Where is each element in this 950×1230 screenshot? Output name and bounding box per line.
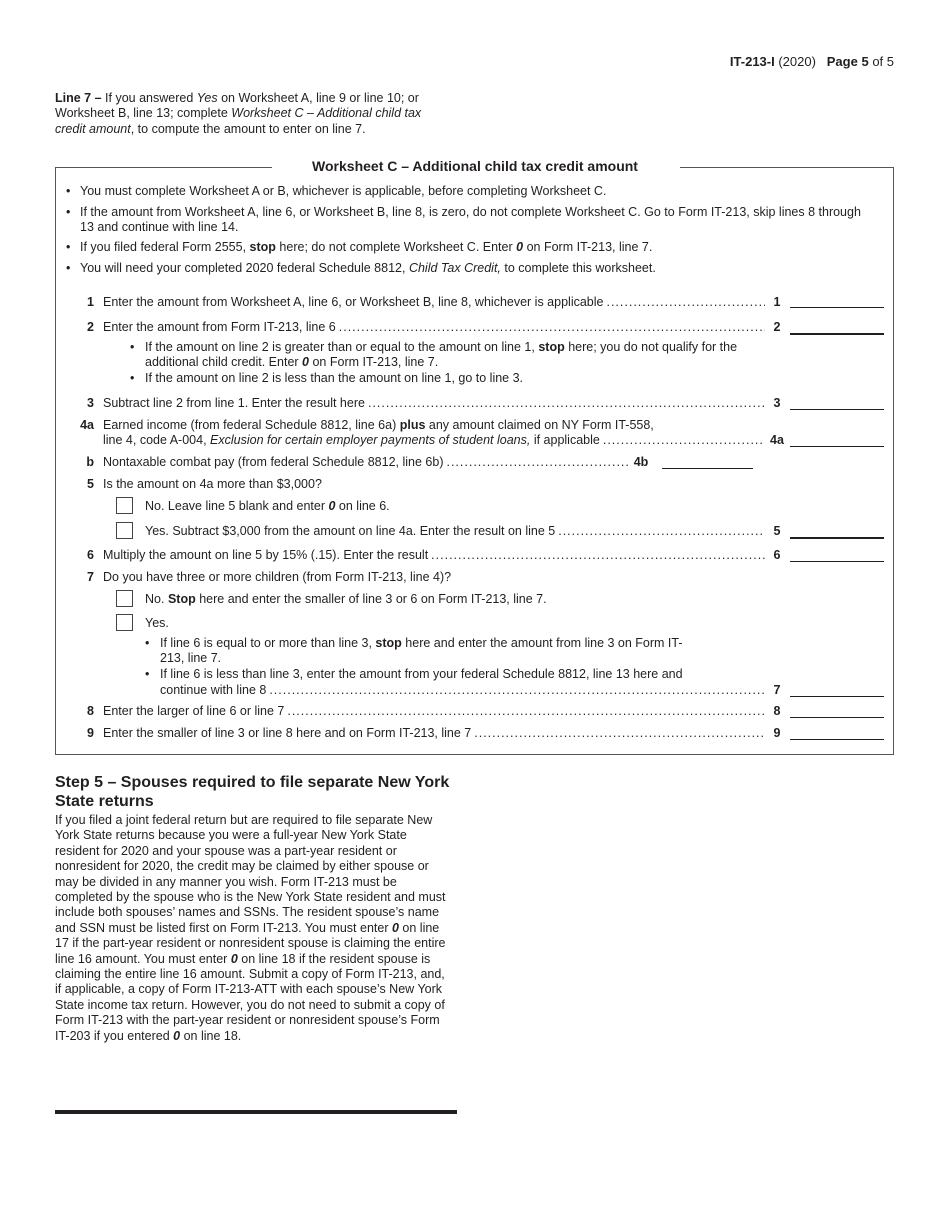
line-9-entry[interactable]: [790, 739, 884, 740]
line-ref: 3: [773, 396, 781, 410]
line-6: [103, 548, 765, 562]
line-2-entry[interactable]: [790, 333, 884, 335]
note-text: Worksheet C – Additional child tax credit amount: [55, 106, 422, 136]
bullet-text: stop: [249, 240, 276, 254]
line-text: Is the amount on 4a more than $3,000?: [103, 477, 322, 491]
sub-text: on Form IT-213, line 7.: [312, 355, 439, 369]
line-number: 1: [87, 295, 94, 309]
section-end-rule: [55, 1110, 457, 1114]
note-text: Yes: [196, 91, 218, 105]
line-text: if applicable: [533, 433, 600, 447]
bullet-text: to complete this worksheet.: [504, 261, 656, 275]
line-9: [103, 726, 765, 740]
instruction-bullet: • If the amount from Worksheet A, line 6, or Worksheet B, line 8, is zero, do not complete Worksheet C. Go to Form IT-213, skip lines 8 through 13 and continue with line 14.: [66, 205, 876, 235]
sub-text: continue with line 8: [160, 683, 267, 697]
line-3: [103, 396, 765, 410]
bullet-text: You will need your completed 2020 federal Schedule 8812,: [80, 261, 406, 275]
line-7-entry[interactable]: [790, 696, 884, 697]
option-text: on line 6.: [338, 499, 390, 513]
line-text: Do you have three or more children (from Form IT-213, line 4)?: [103, 570, 452, 584]
form-year: (2020): [778, 54, 816, 69]
line-number: 2: [87, 320, 94, 334]
line-7: [160, 683, 765, 697]
line-ref: 6: [773, 548, 781, 562]
line-5-entry[interactable]: [790, 537, 884, 539]
line-number: 8: [87, 704, 94, 718]
note-text: , to compute the amount to enter on line 7.: [130, 121, 366, 136]
line-7-no-checkbox[interactable]: [116, 590, 133, 607]
line-7-no-label: [145, 592, 547, 606]
line-ref: 9: [773, 726, 781, 740]
line-5-no-checkbox[interactable]: [116, 497, 133, 514]
option-text: Yes.: [145, 616, 169, 630]
line-ref: 4b: [633, 455, 649, 469]
line-2: [103, 320, 765, 334]
line-text: plus: [399, 418, 426, 432]
sub-text: stop: [375, 636, 402, 650]
sub-text: stop: [538, 340, 565, 354]
line-number: 9: [87, 726, 94, 740]
option-text: here and enter the smaller of line 3 or 6 on Form IT-213, line 7.: [199, 592, 547, 606]
sub-text: If line 6 is equal to or more than line 3,: [160, 636, 372, 650]
sub-bullet: • If the amount on line 2 is less than the amount on line 1, go to line 3.: [130, 371, 770, 386]
line-number: b: [86, 455, 94, 469]
line-text: Earned income (from federal Schedule 8812, line 6a): [103, 418, 397, 432]
line-text: Nontaxable combat pay (from federal Schedule 8812, line 6b): [103, 455, 444, 469]
instruction-bullet: • You will need your completed 2020 federal Schedule 8812, Child Tax Credit, to complete this worksheet.: [66, 261, 656, 275]
body-text: If you filed a joint federal return but are required to file separate New York State returns because you were a full-year New York State resident for 2020 and your spouse was a part-year resident or nonresident for 2020, the credit may be claimed by either spouse or may be divided in any manner you wish. Form IT-213 must be completed by the spouse who is the New York State resident and must include both spouses’ names and SSNs. The resident spouse’s name and SSN must be listed first on Form IT-213. You must enter: [55, 813, 446, 935]
line-4a: [103, 433, 765, 447]
line-ref: 5: [773, 524, 781, 538]
worksheet-title: Worksheet C – Additional child tax credit amount: [312, 158, 638, 174]
sub-text: 0: [302, 355, 309, 369]
sub-text: If the amount on line 2 is greater than or equal to the amount on line 1,: [145, 340, 535, 354]
line-ref: 8: [773, 704, 781, 718]
note-text: on Worksheet A, line 9 or line 10; or Worksheet B, line 13; complete: [55, 91, 419, 121]
line-ref: 1: [773, 295, 781, 309]
bullet-text: Child Tax Credit,: [408, 261, 501, 275]
bullet-text: If the amount from Worksheet A, line 6, or Worksheet B, line 8, is zero, do not complete Worksheet C. Go to Form IT-213, skip lines 8 through 13 and continue with line 14.: [80, 205, 861, 234]
line-text: Subtract line 2 from line 1. Enter the result here: [103, 396, 365, 410]
step5-body: [55, 813, 452, 1044]
body-text: on line 17 if the part-year resident or nonresident spouse is claiming the entire line 16 amount. You must enter: [55, 920, 446, 966]
sub-bullet: • If line 6 is less than line 3, enter the amount from your federal Schedule 8812, line 13 here and: [145, 667, 683, 681]
line-text: Enter the larger of line 6 or line 7: [103, 704, 285, 718]
line-4b-entry[interactable]: [662, 468, 753, 469]
bullet-text: here; do not complete Worksheet C. Enter: [279, 240, 513, 254]
line-number: 5: [87, 477, 94, 491]
line-7-yes-checkbox[interactable]: [116, 614, 133, 631]
option-text: No.: [145, 592, 165, 606]
line7-note: [55, 91, 450, 137]
body-text: on line 18.: [183, 1028, 242, 1043]
bullet-text: You must complete Worksheet A or B, whichever is applicable, before completing Worksheet C.: [80, 184, 607, 198]
line-3-entry[interactable]: [790, 409, 884, 410]
line-1: [103, 295, 765, 309]
body-text: 0: [230, 951, 238, 966]
line-text: Multiply the amount on line 5 by 15% (.15). Enter the result: [103, 548, 429, 562]
option-text: Stop: [167, 592, 196, 606]
step5-heading: Step 5 – Spouses required to file separate New York State returns: [55, 774, 450, 810]
line-8-entry[interactable]: [790, 717, 884, 718]
option-text: Yes. Subtract $3,000 from the amount on line 4a. Enter the result on line 5: [145, 524, 556, 538]
option-text: No. Leave line 5 blank and enter: [145, 499, 325, 513]
line-4a-text: [103, 418, 654, 432]
instruction-bullet: • You must complete Worksheet A or B, whichever is applicable, before completing Worksheet C.: [66, 184, 876, 199]
sub-bullet: • If line 6 is equal to or more than line 3, stop here and enter the amount from line 3 on Form IT-213, line 7.: [145, 636, 683, 665]
sub-text: here and enter the amount from line 3 on Form IT-213, line 7.: [160, 636, 683, 665]
line-text: Exclusion for certain employer payments of student loans,: [210, 433, 531, 447]
line-number: 4a: [80, 418, 94, 432]
bullet-text: on Form IT-213, line 7.: [526, 240, 653, 254]
line-ref: 2: [773, 320, 781, 334]
form-id: IT-213-I: [729, 54, 775, 69]
option-text: 0: [328, 499, 336, 513]
note-label: Line 7 –: [55, 91, 102, 105]
line-ref: 7: [773, 683, 781, 697]
line-4a-entry[interactable]: [790, 446, 884, 447]
sub-text: If line 6 is less than line 3, enter the amount from your federal Schedule 8812, line 13 here and: [160, 667, 683, 681]
body-text: 0: [173, 1028, 181, 1043]
line-5-no-label: [145, 499, 390, 513]
line-5-yes-checkbox[interactable]: [116, 522, 133, 539]
line-4b: [103, 455, 628, 469]
line-text: Enter the amount from Worksheet A, line 6, or Worksheet B, line 8, whichever is applicable: [103, 295, 604, 309]
bullet-text: If you filed federal Form 2555,: [80, 240, 247, 254]
page-count: of 5: [872, 54, 894, 69]
page-label: Page 5: [826, 54, 869, 69]
body-text: on line 18 if the resident spouse is claiming the entire line 16 amount. Submit a copy of Form IT-213, and, if applicable, a copy of Form IT-213-ATT with each spouse’s New York State income tax return. However, you do not need to submit a copy of Form IT-213 with the part-year resident or nonresident spouse’s Form IT-203 if you entered: [55, 951, 445, 1043]
line-text: Enter the smaller of line 3 or line 8 here and on Form IT-213, line 7: [103, 726, 472, 740]
line-8: [103, 704, 765, 718]
body-text: 0: [391, 920, 399, 935]
line-number: 6: [87, 548, 94, 562]
page-header: [730, 54, 894, 69]
bullet-text: 0: [516, 240, 524, 254]
sub-text: If the amount on line 2 is less than the amount on line 1, go to line 3.: [145, 371, 524, 385]
line-number: 3: [87, 396, 94, 410]
sub-bullet: • If the amount on line 2 is greater than or equal to the amount on line 1, stop here; you do not qualify for the additional child credit. Enter 0 on Form IT-213, line 7.: [130, 340, 738, 369]
note-text: If you answered: [105, 91, 194, 105]
line-text: Enter the amount from Form IT-213, line 6: [103, 320, 336, 334]
line-5: [145, 524, 765, 538]
line-text: any amount claimed on NY Form IT-558,: [428, 418, 654, 432]
line-6-entry[interactable]: [790, 561, 884, 562]
line-number: 7: [87, 570, 94, 584]
line-1-entry[interactable]: [790, 307, 884, 308]
line-ref: 4a: [770, 433, 784, 447]
instruction-bullet: • If you filed federal Form 2555, stop here; do not complete Worksheet C. Enter 0 on Form IT-213, line 7.: [66, 240, 653, 254]
sub-text: here; you do not qualify for the additional child credit. Enter: [145, 340, 738, 369]
line-text: line 4, code A-004,: [103, 433, 207, 447]
